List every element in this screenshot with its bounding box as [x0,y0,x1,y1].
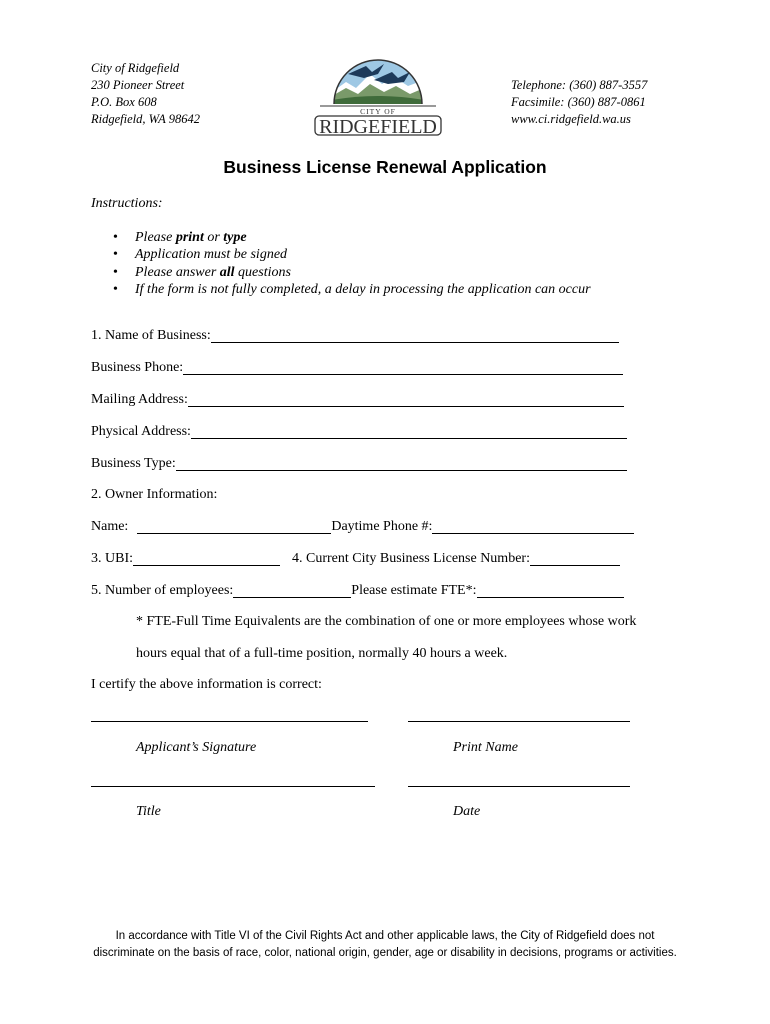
telephone-line: Telephone: (360) 887-3557 [511,78,648,92]
address-line-1: City of Ridgefield [91,61,180,75]
fte-estimate-label: Please estimate FTE*: [351,583,477,598]
instructions-heading: Instructions: [91,196,163,211]
daytime-phone-label: Daytime Phone #: [331,519,433,534]
business-name-field[interactable] [211,328,619,343]
address-line-2: 230 Pioneer Street [91,78,185,92]
applicant-signature-label: Applicant’s Signature [136,740,257,755]
print-name-line[interactable] [408,721,630,722]
mailing-address-row [91,391,624,409]
daytime-phone-field[interactable] [432,519,634,534]
owner-name-field[interactable] [137,519,331,534]
employees-label: 5. Number of employees: [91,583,234,598]
nondiscrimination-footer [0,928,770,962]
date-label: Date [453,804,481,819]
applicant-signature-line[interactable] [91,721,368,722]
current-license-field[interactable] [530,551,620,566]
ubi-label: 3. UBI: [91,551,133,566]
print-name-label: Print Name [453,740,518,755]
title-label: Title [136,804,161,819]
footer-line-1: In accordance with Title VI of the Civil Rights Act and other applicable laws, the City of Ridgefield does not [115,930,655,942]
current-license-label: 4. Current City Business License Number: [292,551,530,566]
fte-note-line-2: hours equal that of a full-time position, normally 40 hours a week. [136,646,508,661]
owner-name-row [91,518,634,536]
fte-note-line-1: * FTE-Full Time Equivalents are the combination of one or more employees whose work [136,614,637,629]
ubi-field[interactable] [133,551,280,566]
instructions-list [113,229,591,299]
business-phone-row [91,359,623,377]
address-line-3: P.O. Box 608 [91,95,157,109]
instruction-item: • Please print or type [113,229,591,246]
logo-big-text: RIDGEFIELD [319,116,437,136]
owner-name-label: Name: [91,519,129,534]
business-phone-field[interactable] [183,360,623,375]
business-phone-label: Business Phone: [91,360,184,375]
date-line[interactable] [408,786,630,787]
title-line[interactable] [91,786,375,787]
website-line: www.ci.ridgefield.wa.us [511,112,631,126]
contact-block [511,77,647,128]
business-name-label: 1. Name of Business: [91,328,211,343]
address-line-4: Ridgefield, WA 98642 [91,112,200,126]
mailing-address-field[interactable] [188,392,624,407]
ridgefield-logo [312,44,444,136]
physical-address-label: Physical Address: [91,424,191,439]
physical-address-field[interactable] [191,424,627,439]
mailing-address-label: Mailing Address: [91,392,188,407]
physical-address-row [91,423,627,441]
business-type-label: Business Type: [91,456,176,471]
employees-row [91,582,624,600]
business-name-row [91,327,619,345]
fte-estimate-field[interactable] [477,583,624,598]
form-title: Business License Renewal Application [223,157,547,177]
logo-small-text: CITY OF [360,107,396,116]
business-type-row [91,455,627,473]
employees-field[interactable] [233,583,351,598]
owner-info-label: 2. Owner Information: [91,487,218,502]
facsimile-line: Facsimile: (360) 887-0861 [511,95,646,109]
instruction-item: • If the form is not fully completed, a delay in processing the application can occur [113,281,591,298]
business-type-field[interactable] [176,456,627,471]
certify-statement: I certify the above information is correct: [91,677,322,692]
city-address-block [91,60,200,128]
ubi-row [91,550,620,568]
owner-info-row [91,486,217,504]
instruction-item: • Application must be signed [113,246,591,263]
instruction-item: • Please answer all questions [113,264,591,281]
footer-line-2: discriminate on the basis of race, color, national origin, gender, age or disability in decisions, programs or activities. [93,947,677,959]
